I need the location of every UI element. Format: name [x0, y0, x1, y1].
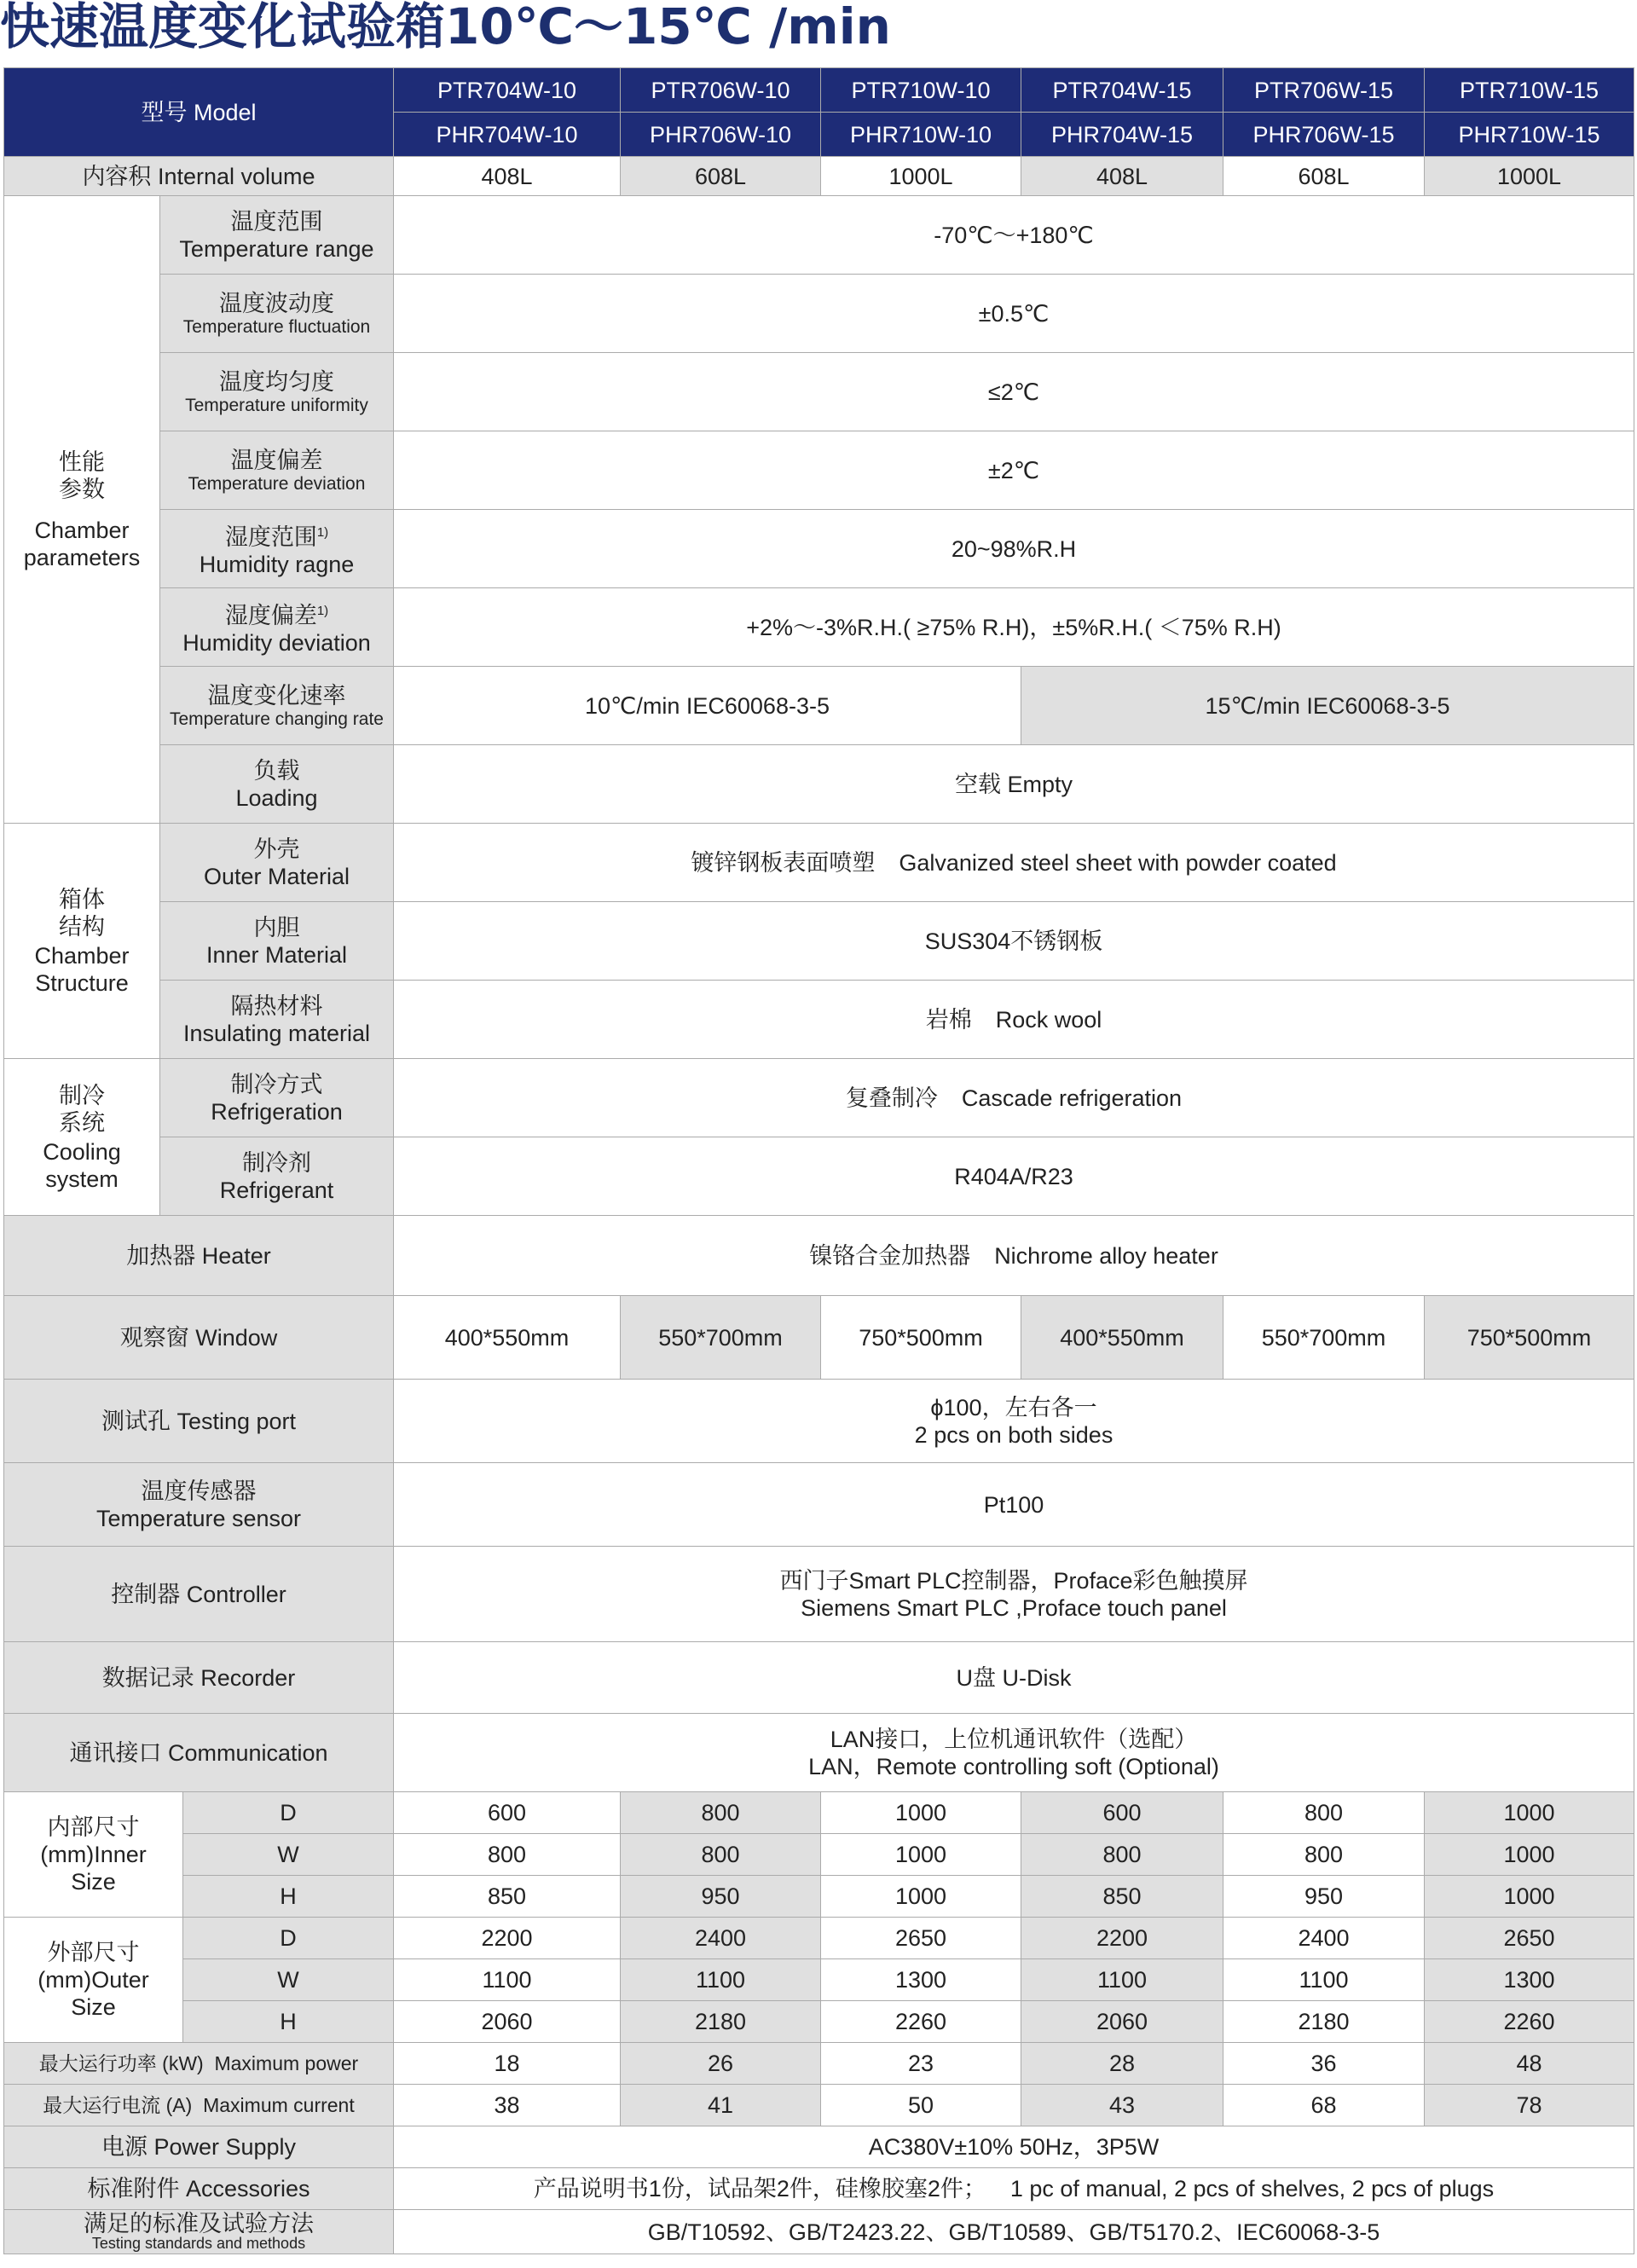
max-current-row [4, 2085, 1634, 2126]
rate-label: 温度变化速率 Temperature changing rate [160, 667, 394, 745]
size-value: 800 [1223, 1834, 1425, 1876]
size-value: 800 [394, 1834, 621, 1876]
rate-value-15: 15℃/min IEC60068-3-5 [1021, 667, 1634, 745]
window-value: 550*700mm [1223, 1296, 1425, 1380]
size-value: 1000 [1425, 1834, 1634, 1876]
standards-row [4, 2210, 1634, 2254]
sensor-label: 温度传感器 Temperature sensor [4, 1463, 394, 1547]
accessories-value: 产品说明书1份，试品架2件，硅橡胶塞2件； 1 pc of manual, 2 pcs of shelves, 2 pcs of plugs [394, 2168, 1634, 2210]
temp-range-row [4, 196, 1634, 275]
hum-dev-value: +2%～-3%R.H.( ≥75% R.H)，±5%R.H.( ＜75% R.H) [394, 588, 1634, 667]
standards-label: 满足的标准及试验方法 Testing standards and methods [4, 2210, 394, 2254]
model-ptr: PTR706W-15 [1223, 68, 1425, 113]
sensor-value: Pt100 [394, 1463, 1634, 1547]
spec-table [3, 67, 1634, 2254]
temp-range-label: 温度范围 Temperature range [160, 196, 394, 275]
rate-value-10: 10℃/min IEC60068-3-5 [394, 667, 1021, 745]
refrigerant-label: 制冷剂 Refrigerant [160, 1137, 394, 1216]
model-phr: PHR710W-10 [821, 113, 1021, 157]
size-value: 800 [621, 1792, 821, 1834]
model-phr: PHR704W-15 [1021, 113, 1223, 157]
inner-material-row [4, 902, 1634, 981]
size-value: 800 [621, 1834, 821, 1876]
temp-unif-row [4, 353, 1634, 431]
controller-value: 西门子Smart PLC控制器，Proface彩色触摸屏 Siemens Smart PLC ,Proface touch panel [394, 1547, 1634, 1642]
current-value: 41 [621, 2085, 821, 2126]
size-value: 2260 [821, 2001, 1021, 2043]
sensor-row [4, 1463, 1634, 1547]
outer-size-row [4, 2001, 1634, 2043]
heater-value: 镍铬合金加热器 Nichrome alloy heater [394, 1216, 1634, 1296]
inner-material-label: 内胆 Inner Material [160, 902, 394, 981]
temp-fluct-value: ±0.5℃ [394, 275, 1634, 353]
window-value: 400*550mm [394, 1296, 621, 1380]
controller-label: 控制器 Controller [4, 1547, 394, 1642]
power-supply-row [4, 2126, 1634, 2168]
size-value: 2200 [394, 1918, 621, 1959]
outer-size-row [4, 1959, 1634, 2001]
volume-label: 内容积 Internal volume [4, 157, 394, 196]
volume-row [4, 157, 1634, 196]
page-title: 快速温度变化试验箱10℃～15℃ /min [0, 0, 891, 55]
size-value: 2400 [621, 1918, 821, 1959]
volume-value: 408L [394, 157, 621, 196]
size-value: 850 [1021, 1876, 1223, 1918]
inner-size-row [4, 1876, 1634, 1918]
controller-row [4, 1547, 1634, 1642]
power-value: 28 [1021, 2043, 1223, 2085]
structure-group-label: 箱体 结构 Chamber Structure [4, 824, 160, 1059]
communication-label: 通讯接口 Communication [4, 1714, 394, 1792]
dim-label: D [183, 1792, 394, 1834]
dim-label: H [183, 1876, 394, 1918]
size-value: 800 [1021, 1834, 1223, 1876]
heater-row [4, 1216, 1634, 1296]
model-phr: PHR706W-15 [1223, 113, 1425, 157]
refrigerant-row [4, 1137, 1634, 1216]
current-value: 38 [394, 2085, 621, 2126]
refrigerant-value: R404A/R23 [394, 1137, 1634, 1216]
max-power-row [4, 2043, 1634, 2085]
window-row [4, 1296, 1634, 1380]
size-value: 950 [1223, 1876, 1425, 1918]
volume-value: 608L [621, 157, 821, 196]
loading-value: 空载 Empty [394, 745, 1634, 824]
max-current-label: 最大运行电流 (A) Maximum current [4, 2085, 394, 2126]
temp-range-value: -70℃～+180℃ [394, 196, 1634, 275]
size-value: 2060 [1021, 2001, 1223, 2043]
model-ptr: PTR706W-10 [621, 68, 821, 113]
inner-size-row [4, 1834, 1634, 1876]
window-label: 观察窗 Window [4, 1296, 394, 1380]
power-value: 23 [821, 2043, 1021, 2085]
standards-value: GB/T10592、GB/T2423.22、GB/T10589、GB/T5170.2、IEC60068-3-5 [394, 2210, 1634, 2254]
accessories-label: 标准附件 Accessories [4, 2168, 394, 2210]
inner-size-label: 内部尺寸 (mm)Inner Size [4, 1792, 183, 1918]
temp-dev-row [4, 431, 1634, 510]
temp-fluct-label: 温度波动度 Temperature fluctuation [160, 275, 394, 353]
insulation-label: 隔热材料 Insulating material [160, 981, 394, 1059]
size-value: 1100 [1223, 1959, 1425, 2001]
window-value: 400*550mm [1021, 1296, 1223, 1380]
temp-unif-value: ≤2℃ [394, 353, 1634, 431]
size-value: 850 [394, 1876, 621, 1918]
model-row [4, 68, 1634, 113]
model-phr: PHR704W-10 [394, 113, 621, 157]
current-value: 78 [1425, 2085, 1634, 2126]
performance-group-label: 性能 参数 Chamber parameters [4, 196, 160, 824]
dim-label: W [183, 1834, 394, 1876]
model-ptr: PTR704W-15 [1021, 68, 1223, 113]
inner-size-row [4, 1792, 1634, 1834]
refrigeration-value: 复叠制冷 Cascade refrigeration [394, 1059, 1634, 1137]
heater-label: 加热器 Heater [4, 1216, 394, 1296]
current-value: 50 [821, 2085, 1021, 2126]
power-supply-label: 电源 Power Supply [4, 2126, 394, 2168]
power-value: 36 [1223, 2043, 1425, 2085]
outer-size-row [4, 1918, 1634, 1959]
size-value: 2400 [1223, 1918, 1425, 1959]
accessories-row [4, 2168, 1634, 2210]
volume-value: 1000L [821, 157, 1021, 196]
refrigeration-row [4, 1059, 1634, 1137]
size-value: 2260 [1425, 2001, 1634, 2043]
loading-label: 负载 Loading [160, 745, 394, 824]
outer-material-label: 外壳 Outer Material [160, 824, 394, 902]
model-phr: PHR710W-15 [1425, 113, 1634, 157]
size-value: 1100 [394, 1959, 621, 2001]
outer-material-row [4, 824, 1634, 902]
loading-row [4, 745, 1634, 824]
dim-label: D [183, 1918, 394, 1959]
size-value: 1000 [1425, 1876, 1634, 1918]
model-ptr: PTR710W-10 [821, 68, 1021, 113]
dim-label: W [183, 1959, 394, 2001]
volume-value: 1000L [1425, 157, 1634, 196]
insulation-value: 岩棉 Rock wool [394, 981, 1634, 1059]
refrigeration-label: 制冷方式 Refrigeration [160, 1059, 394, 1137]
volume-value: 608L [1223, 157, 1425, 196]
temp-unif-label: 温度均匀度 Temperature uniformity [160, 353, 394, 431]
temp-dev-label: 温度偏差 Temperature deviation [160, 431, 394, 510]
communication-value: LAN接口，上位机通讯软件（选配） LAN，Remote controlling soft (Optional) [394, 1714, 1634, 1792]
communication-row [4, 1714, 1634, 1792]
size-value: 600 [394, 1792, 621, 1834]
size-value: 600 [1021, 1792, 1223, 1834]
outer-material-value: 镀锌钢板表面喷塑 Galvanized steel sheet with powder coated [394, 824, 1634, 902]
hum-range-value: 20~98%R.H [394, 510, 1634, 588]
outer-size-label: 外部尺寸 (mm)Outer Size [4, 1918, 183, 2043]
dim-label: H [183, 2001, 394, 2043]
insulation-row [4, 981, 1634, 1059]
current-value: 43 [1021, 2085, 1223, 2126]
recorder-row [4, 1642, 1634, 1714]
model-ptr: PTR704W-10 [394, 68, 621, 113]
size-value: 800 [1223, 1792, 1425, 1834]
recorder-label: 数据记录 Recorder [4, 1642, 394, 1714]
volume-value: 408L [1021, 157, 1223, 196]
current-value: 68 [1223, 2085, 1425, 2126]
size-value: 1000 [821, 1834, 1021, 1876]
size-value: 1000 [821, 1792, 1021, 1834]
window-value: 750*500mm [1425, 1296, 1634, 1380]
rate-row [4, 667, 1634, 745]
size-value: 1300 [1425, 1959, 1634, 2001]
window-value: 550*700mm [621, 1296, 821, 1380]
model-label: 型号 Model [4, 68, 394, 157]
hum-range-label: 湿度范围$^{1)}$ Humidity ragne [160, 510, 394, 588]
model-phr: PHR706W-10 [621, 113, 821, 157]
model-ptr: PTR710W-15 [1425, 68, 1634, 113]
size-value: 2200 [1021, 1918, 1223, 1959]
testing-port-row [4, 1380, 1634, 1463]
hum-range-row [4, 510, 1634, 588]
power-value: 48 [1425, 2043, 1634, 2085]
size-value: 950 [621, 1876, 821, 1918]
testing-port-value: ϕ100，左右各一 2 pcs on both sides [394, 1380, 1634, 1463]
size-value: 1000 [821, 1876, 1021, 1918]
temp-dev-value: ±2℃ [394, 431, 1634, 510]
size-value: 2060 [394, 2001, 621, 2043]
power-value: 18 [394, 2043, 621, 2085]
size-value: 2180 [621, 2001, 821, 2043]
max-power-label: 最大运行功率 (kW) Maximum power [4, 2043, 394, 2085]
recorder-value: U盘 U-Disk [394, 1642, 1634, 1714]
size-value: 2650 [1425, 1918, 1634, 1959]
testing-port-label: 测试孔 Testing port [4, 1380, 394, 1463]
size-value: 1000 [1425, 1792, 1634, 1834]
size-value: 1100 [621, 1959, 821, 2001]
cooling-group-label: 制冷 系统 Cooling system [4, 1059, 160, 1216]
temp-fluct-row [4, 275, 1634, 353]
hum-dev-row [4, 588, 1634, 667]
power-value: 26 [621, 2043, 821, 2085]
window-value: 750*500mm [821, 1296, 1021, 1380]
size-value: 1100 [1021, 1959, 1223, 2001]
size-value: 2180 [1223, 2001, 1425, 2043]
size-value: 2650 [821, 1918, 1021, 1959]
power-supply-value: AC380V±10% 50Hz，3P5W [394, 2126, 1634, 2168]
hum-dev-label: 湿度偏差$^{1)}$ Humidity deviation [160, 588, 394, 667]
size-value: 1300 [821, 1959, 1021, 2001]
inner-material-value: SUS304不锈钢板 [394, 902, 1634, 981]
